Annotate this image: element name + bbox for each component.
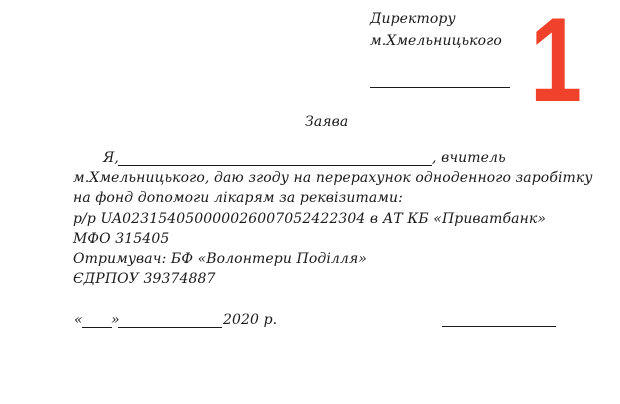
mfo-code: МФО 315405 — [73, 231, 170, 247]
month-blank — [118, 327, 222, 328]
addressee-name-blank — [370, 87, 510, 88]
recipient: Отримувач: БФ «Волонтери Поділля» — [73, 251, 367, 267]
date-open-quote: « — [74, 312, 83, 328]
edrpou-code: ЄДРПОУ 39374887 — [73, 271, 216, 287]
signature-blank — [442, 326, 556, 327]
addressee-line2: м.Хмельницького — [370, 33, 502, 49]
date-close-quote: » — [111, 312, 120, 328]
document-title: Заява — [305, 114, 349, 130]
addressee-line1: Директору — [370, 11, 456, 27]
account-details: р/р UA023154050000026007052422304 в АТ КБ «Приватбанк» — [73, 211, 547, 227]
intro-suffix: , вчитель — [432, 150, 506, 166]
body-line-2: м.Хмельницького, даю згоду на перерахунок одноденного заробітку — [73, 170, 593, 186]
body-line-3: на фонд допомоги лікарям за реквізитами: — [73, 190, 403, 206]
page-number-badge: 1 — [530, 0, 583, 127]
day-blank — [82, 327, 112, 328]
intro-prefix: Я, — [103, 150, 119, 166]
name-blank — [118, 165, 432, 166]
year-label: 2020 р. — [223, 312, 278, 328]
